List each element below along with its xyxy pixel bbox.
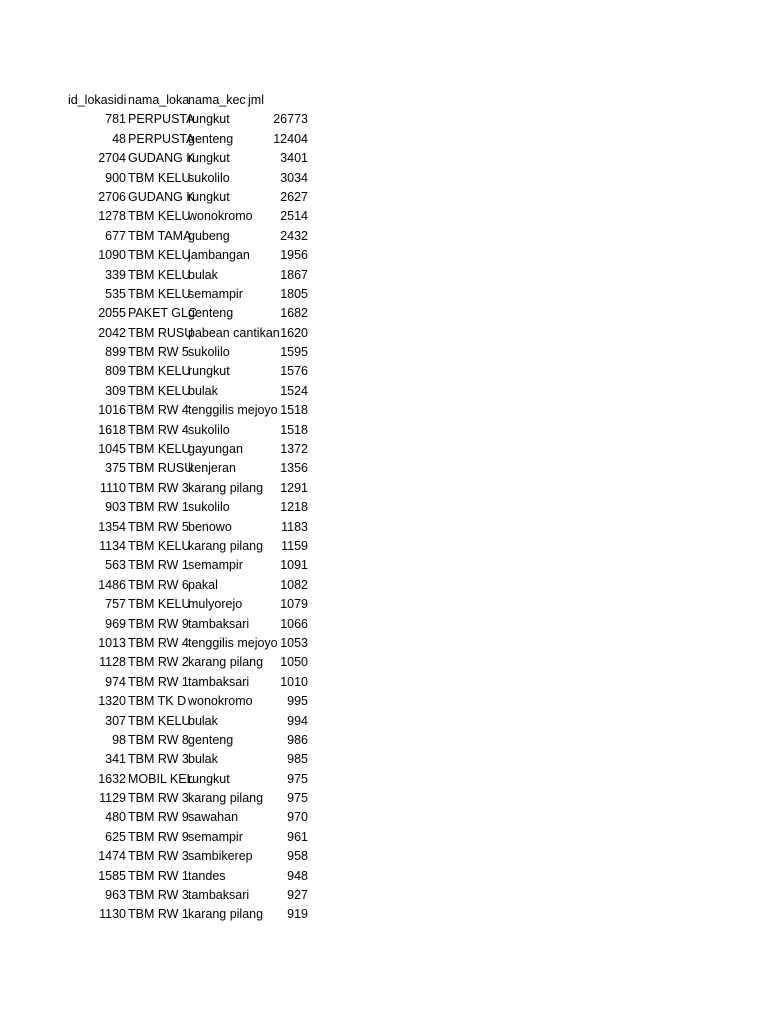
cell-nama-lokasi: TBM RW 1 [128, 907, 189, 922]
cell-nama-kecamatan: sawahan [188, 810, 239, 825]
cell-jml: 1010 [280, 674, 308, 689]
cell-id-lokasi: 809 [105, 364, 126, 379]
cell-nama-lokasi: TBM RW 1 [128, 674, 189, 689]
cell-nama-lokasi: TBM RW 1 [128, 500, 189, 515]
cell-id-lokasi: 1129 [99, 791, 126, 806]
cell-id-lokasi: 1632 [98, 771, 126, 786]
cell-nama-lokasi: TBM TK D [128, 694, 187, 709]
cell-nama-kecamatan: rungkut [188, 189, 230, 204]
cell-nama-kecamatan: genteng [188, 131, 234, 146]
cell-jml: 1518 [280, 422, 308, 437]
cell-id-lokasi: 963 [105, 888, 126, 903]
cell-jml: 1079 [280, 597, 308, 612]
cell-jml: 26773 [273, 112, 308, 127]
cell-nama-kecamatan: tenggilis mejoyo [188, 403, 278, 418]
cell-id-lokasi: 2704 [98, 151, 126, 166]
cell-jml: 1805 [280, 286, 308, 301]
cell-jml: 1620 [280, 325, 308, 340]
cell-nama-kecamatan: tambaksari [188, 616, 250, 631]
cell-jml: 975 [287, 791, 308, 806]
cell-id-lokasi: 969 [105, 616, 126, 631]
cell-jml: 1091 [280, 558, 308, 573]
cell-jml: 927 [287, 888, 308, 903]
cell-id-lokasi: 2042 [98, 325, 126, 340]
cell-jml: 975 [287, 771, 308, 786]
cell-id-lokasi: 1110 [100, 480, 126, 495]
cell-nama-kecamatan: sukolilo [188, 170, 230, 185]
cell-nama-kecamatan: tambaksari [188, 674, 250, 689]
cell-nama-lokasi: TBM RW 1 [128, 868, 189, 883]
cell-nama-lokasi: TBM RW 9 [128, 829, 189, 844]
cell-jml: 1066 [280, 616, 308, 631]
cell-nama-kecamatan: sukolilo [188, 500, 230, 515]
cell-nama-lokasi: TBM RW 3 [128, 849, 189, 864]
cell-id-lokasi: 2055 [98, 306, 126, 321]
cell-id-lokasi: 1016 [98, 403, 126, 418]
cell-nama-kecamatan: jambangan [188, 248, 250, 263]
cell-jml: 1183 [281, 519, 308, 534]
cell-nama-kecamatan: rungkut [188, 364, 230, 379]
cell-jml: 1595 [280, 345, 308, 360]
cell-nama-kecamatan: karang pilang [188, 791, 264, 806]
cell-id-lokasi: 625 [105, 829, 126, 844]
cell-id-lokasi: 677 [105, 228, 126, 243]
cell-nama-kecamatan: semampir [188, 286, 243, 301]
cell-nama-kecamatan: sambikerep [188, 849, 253, 864]
cell-nama-lokasi: TBM RW 9 [128, 616, 189, 631]
cell-nama-kecamatan: karang pilang [188, 538, 264, 553]
cell-nama-kecamatan: wonokromo [188, 209, 253, 224]
cell-nama-kecamatan: kenjeran [188, 461, 236, 476]
cell-nama-kecamatan: rungkut [188, 151, 230, 166]
cell-jml: 986 [287, 732, 308, 747]
cell-nama-lokasi: TBM RW 2 [128, 655, 189, 670]
cell-nama-kecamatan: semampir [188, 829, 243, 844]
cell-jml: 12404 [273, 131, 308, 146]
cell-jml: 1082 [280, 577, 308, 592]
cell-id-lokasi: 1585 [98, 868, 126, 883]
cell-id-lokasi: 2706 [98, 189, 126, 204]
cell-nama-lokasi: TBM RW 3 [128, 888, 189, 903]
cell-nama-kecamatan: bulak [188, 383, 218, 398]
cell-nama-kecamatan: tambaksari [188, 888, 250, 903]
cell-nama-kecamatan: benowo [188, 519, 232, 534]
cell-jml: 919 [287, 907, 308, 922]
cell-nama-lokasi: TBM KELU [128, 383, 191, 398]
cell-id-lokasi: 1474 [98, 849, 126, 864]
cell-id-lokasi: 1130 [99, 907, 126, 922]
cell-nama-kecamatan: pabean cantikan [188, 325, 280, 340]
cell-nama-lokasi: MOBIL KEL [128, 771, 194, 786]
cell-jml: 1291 [280, 480, 308, 495]
cell-id-lokasi: 903 [105, 500, 126, 515]
cell-id-lokasi: 535 [105, 286, 126, 301]
cell-id-lokasi: 341 [105, 752, 126, 767]
cell-id-lokasi: 757 [105, 597, 126, 612]
cell-nama-kecamatan: genteng [188, 306, 234, 321]
cell-id-lokasi: 563 [105, 558, 126, 573]
cell-nama-kecamatan: tenggilis mejoyo [188, 635, 278, 650]
cell-id-lokasi: 1128 [99, 655, 126, 670]
cell-jml: 948 [287, 868, 308, 883]
cell-nama-kecamatan: karang pilang [188, 655, 264, 670]
cell-nama-kecamatan: sukolilo [188, 422, 230, 437]
cell-nama-lokasi: TBM RW 5 [128, 345, 189, 360]
cell-id-lokasi: 1320 [98, 694, 126, 709]
cell-nama-lokasi: TBM RW 4 [128, 403, 189, 418]
cell-id-lokasi: 1134 [99, 538, 126, 553]
cell-nama-lokasi: TBM KELU [128, 248, 191, 263]
cell-id-lokasi: 1090 [98, 248, 126, 263]
cell-nama-lokasi: TBM KELU [128, 267, 191, 282]
cell-nama-kecamatan: semampir [188, 558, 243, 573]
header-jml: jml [248, 93, 264, 107]
cell-jml: 1524 [280, 383, 308, 398]
cell-nama-lokasi: TBM RUSU [128, 325, 194, 340]
cell-id-lokasi: 974 [105, 674, 126, 689]
cell-nama-lokasi: TBM KELU [128, 209, 191, 224]
cell-nama-kecamatan: karang pilang [188, 480, 264, 495]
cell-nama-lokasi: TBM RW 5 [128, 519, 189, 534]
cell-jml: 1053 [280, 635, 308, 650]
cell-nama-lokasi: GUDANG K [128, 151, 195, 166]
cell-nama-lokasi: PERPUSTA [128, 112, 195, 127]
cell-id-lokasi: 1354 [98, 519, 126, 534]
cell-nama-kecamatan: bulak [188, 752, 218, 767]
cell-id-lokasi: 309 [105, 383, 126, 398]
cell-jml: 1050 [280, 655, 308, 670]
cell-nama-lokasi: TBM RW 4 [128, 635, 189, 650]
cell-jml: 995 [287, 694, 308, 709]
cell-jml: 958 [287, 849, 308, 864]
cell-jml: 985 [287, 752, 308, 767]
cell-id-lokasi: 1486 [98, 577, 126, 592]
cell-nama-kecamatan: rungkut [188, 771, 230, 786]
cell-nama-lokasi: TBM KELU [128, 713, 191, 728]
cell-jml: 970 [287, 810, 308, 825]
cell-nama-lokasi: TBM KELU [128, 442, 191, 457]
cell-jml: 2627 [280, 189, 308, 204]
cell-nama-kecamatan: gubeng [188, 228, 230, 243]
cell-jml: 1159 [281, 538, 308, 553]
cell-id-lokasi: 1013 [98, 635, 126, 650]
cell-nama-lokasi: TBM KELU [128, 597, 191, 612]
cell-nama-lokasi: TBM RW 9 [128, 810, 189, 825]
cell-nama-lokasi: GUDANG K [128, 189, 195, 204]
cell-jml: 3034 [280, 170, 308, 185]
cell-nama-lokasi: TBM RW 3 [128, 791, 189, 806]
cell-nama-lokasi: TBM RW 6 [128, 577, 189, 592]
cell-nama-lokasi: TBM RW 1 [128, 558, 189, 573]
cell-nama-kecamatan: rungkut [188, 112, 230, 127]
cell-id-lokasi: 900 [105, 170, 126, 185]
cell-nama-kecamatan: tandes [188, 868, 226, 883]
cell-jml: 1867 [280, 267, 308, 282]
cell-nama-lokasi: TBM KELU [128, 170, 191, 185]
cell-id-lokasi: 1278 [98, 209, 126, 224]
cell-nama-lokasi: PAKET GLC [128, 306, 198, 321]
cell-id-lokasi: 1618 [98, 422, 126, 437]
cell-jml: 961 [287, 829, 308, 844]
cell-nama-kecamatan: mulyorejo [188, 597, 243, 612]
cell-id-lokasi: 899 [105, 345, 126, 360]
cell-jml: 994 [287, 713, 308, 728]
cell-nama-kecamatan: bulak [188, 267, 218, 282]
cell-id-lokasi: 1045 [98, 442, 126, 457]
cell-nama-kecamatan: wonokromo [188, 694, 253, 709]
cell-nama-lokasi: TBM KELU [128, 364, 191, 379]
cell-nama-lokasi: TBM RUSU [128, 461, 194, 476]
cell-nama-kecamatan: pakal [188, 577, 218, 592]
cell-nama-kecamatan: bulak [188, 713, 218, 728]
cell-id-lokasi: 98 [112, 732, 126, 747]
cell-id-lokasi: 375 [105, 461, 126, 476]
header-nama-lokasi: nama_loka [128, 93, 190, 107]
cell-nama-lokasi: TBM RW 3 [128, 752, 189, 767]
cell-nama-lokasi: TBM RW 8 [128, 732, 189, 747]
cell-nama-lokasi: TBM TAMA [128, 228, 192, 243]
cell-jml: 1372 [280, 442, 308, 457]
cell-jml: 1356 [280, 461, 308, 476]
cell-nama-kecamatan: karang pilang [188, 907, 264, 922]
cell-jml: 1576 [280, 364, 308, 379]
cell-nama-lokasi: TBM KELU [128, 286, 191, 301]
cell-jml: 1682 [280, 306, 308, 321]
cell-nama-lokasi: TBM RW 3 [128, 480, 189, 495]
cell-jml: 3401 [280, 151, 308, 166]
cell-jml: 2514 [280, 209, 308, 224]
cell-nama-kecamatan: sukolilo [188, 345, 230, 360]
cell-nama-lokasi: PERPUSTA [128, 131, 195, 146]
cell-nama-lokasi: TBM RW 4 [128, 422, 189, 437]
cell-id-lokasi: 339 [105, 267, 126, 282]
cell-jml: 1218 [280, 500, 308, 515]
cell-id-lokasi: 480 [105, 810, 126, 825]
header-id-lokasi: id_lokasidi [68, 93, 127, 107]
cell-nama-lokasi: TBM KELU [128, 538, 191, 553]
cell-jml: 1956 [280, 248, 308, 263]
cell-jml: 2432 [280, 228, 308, 243]
cell-id-lokasi: 48 [112, 131, 126, 146]
header-nama-kec: nama_kec [188, 93, 246, 107]
cell-nama-kecamatan: gayungan [188, 442, 243, 457]
cell-id-lokasi: 307 [105, 713, 126, 728]
cell-id-lokasi: 781 [105, 112, 126, 127]
cell-jml: 1518 [280, 403, 308, 418]
cell-nama-kecamatan: genteng [188, 732, 234, 747]
